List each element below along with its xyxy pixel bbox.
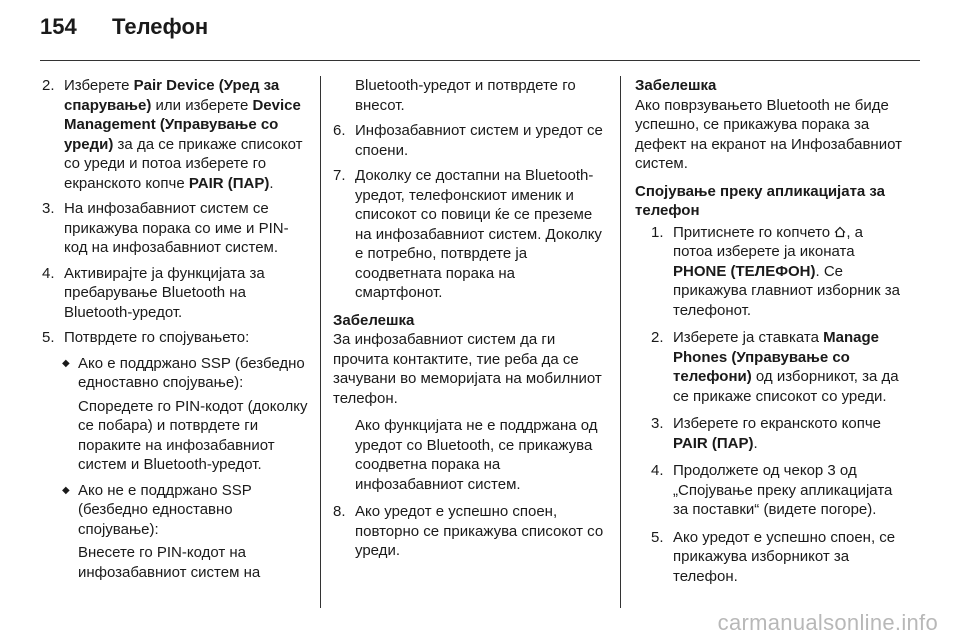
app-step-3: 3. Изберете го екранското копче PAIR (ПАР). [651,415,881,452]
app-step-4: 4. Продолжете од чекор 3 од „Спојување преку апликацијата за поставки“ (видете погоре). [651,462,893,518]
app-step-5: 5. Ако уредот е успешно споен, се прикажува изборникот за телефон. [651,528,896,585]
step-continued: Bluetooth-уредот и потврдете го внесот. [355,77,576,114]
page-title: Телефон [112,14,209,39]
app-step-2: 2. Изберете ја ставката Manage Phones (Управување со телефони) од изборникот, за да се прикаже списокот со уреди. [651,329,899,405]
step-7: 7. Доколку се достапни на Bluetooth-уредот, телефонскиот именик и списокот со повици ќе се преземе на инфозабавниот систем. Доколку е потребно, потврдете ја соодветната порака на смартфонот. [333,167,602,301]
note-indent-text: Ако функцијата не е поддржана од уредот со Bluetooth, се прикажува соодветна порака на инфозабавниот систем. [355,417,598,493]
header-rule [40,60,920,61]
note-text: Ако поврзувањето Bluetooth не биде успешно, се прикажува порака за дефект на екранот на Инфозабавниот систем. [635,96,902,172]
note-heading: Забелешка [333,311,415,329]
column-1 [42,76,310,588]
section-heading: Спојување преку апликацијата за телефон [635,182,886,219]
note-heading: Забелешка [635,77,717,94]
bullet-ssp-supported: ◆ Ако е поддржано SSP (безбедно едноставно спојување): [62,354,305,391]
note-text: За инфозабавниот систем да ги прочита контактите, тие реба да се зачувани во меморијата на мобилниот телефон. [333,331,602,407]
column-3 [635,76,905,594]
diamond-bullet-icon: ◆ [62,484,70,496]
diamond-bullet-icon: ◆ [62,357,70,369]
bullet-ssp-not-supported: ◆ Ако не е поддржано SSP (безбедно едноставно спојување): [62,481,252,538]
bullet-ssp-supported-text: Споредете го PIN-кодот (доколку се побара) и потврдете ги пораките на инфозабавниот систем и Bluetooth-уредот. [78,397,308,473]
page-header [40,14,208,54]
step-2: 2. Изберете Pair Device (Уред за спарување) или изберете Device Management (Управување со уреди) за да се прикаже списокот со уреди и потоа изберете го екранското копче PAIR (ПАР). [42,77,303,192]
step-3: 3. На инфозабавниот систем се прикажува порака со име и PIN-код на инфозабавниот систем. [42,200,289,256]
column-2 [333,76,605,567]
bullet-ssp-not-supported-text: Внесете го PIN-кодот на инфозабавниот систем на [78,544,261,581]
home-icon [834,226,846,238]
column-divider-1 [320,76,321,608]
step-8: 8. Ако уредот е успешно споен, повторно се прикажува списокот со уреди. [333,503,604,559]
step-5: 5. Потврдете го спојувањето: [42,329,250,346]
watermark: carmanualsonline.info [717,610,938,635]
column-divider-2 [620,76,621,608]
step-6: 6. Инфозабавниот систем и уредот се споени. [333,122,603,159]
step-4: 4. Активирајте ја функцијата за пребарување Bluetooth на Bluetooth-уредот. [42,264,265,321]
page-number: 154 [40,14,77,39]
app-step-1: 1. Притиснете го копчето , а потоа изберете ја иконата PHONE (ТЕЛЕФОН). Се прикажува главниот изборник за телефонот. [651,223,900,319]
